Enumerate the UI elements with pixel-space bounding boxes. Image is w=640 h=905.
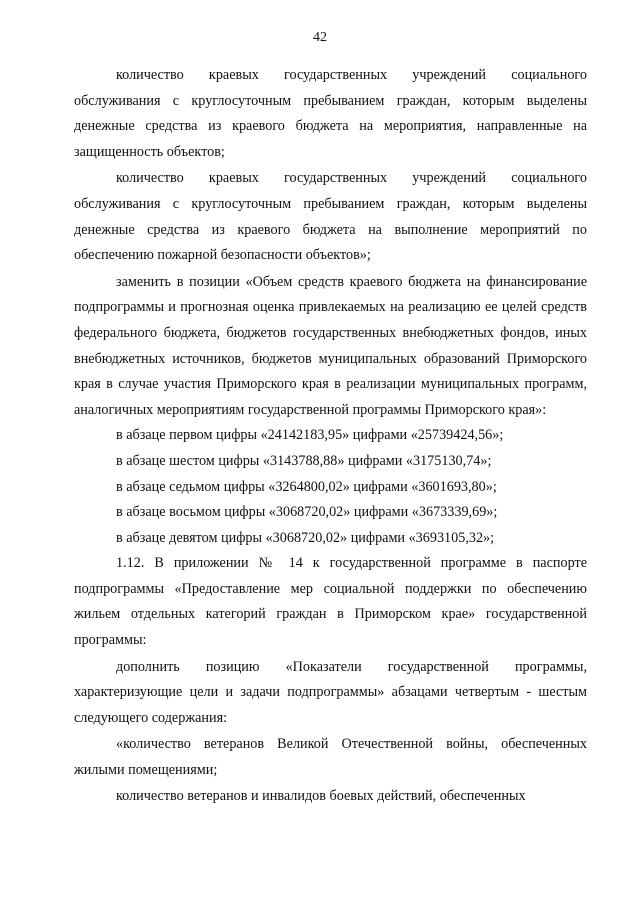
paragraph: количество краевых государственных учреждений социального обслуживания с круглосуточным пребыванием граждан, которым выделены денежные средства из краевого бюджета на выполнение мероприятий по обеспечению пожарной безопасности объектов»; xyxy=(74,170,587,264)
page-number: 42 xyxy=(313,30,327,45)
paragraph: дополнить позицию «Показатели государственной программы, характеризующие цели и задачи подпрограммы» абзацами четвертым - шестым следующего содержания: xyxy=(74,658,587,726)
paragraph: в абзаце девятом цифры «3068720,02» цифрами «3693105,32»; xyxy=(116,529,495,546)
paragraph: заменить в позиции «Объем средств краевого бюджета на финансирование подпрограммы и прогнозная оценка привлекаемых на реализацию ее целей средств федерального бюджета, бюджетов государственных внебюджетных фондов, иных внебюджетных источников, бюджетов муниципальных образований Приморского края в случае участия Приморского края в реализации муниципальных программ, аналогичных мероприятиям государственной программы Приморского края»: xyxy=(74,273,587,418)
paragraph: количество ветеранов и инвалидов боевых действий, обеспеченных xyxy=(116,787,526,804)
paragraph: 1.12. В приложении № 14 к государственной программе в паспорте подпрограммы «Предоставление мер социальной поддержки по обеспечению жильем отдельных категорий граждан в Приморском крае» государственной программы: xyxy=(74,555,587,649)
paragraph: в абзаце шестом цифры «3143788,88» цифрами «3175130,74»; xyxy=(116,452,492,469)
paragraph: «количество ветеранов Великой Отечественной войны, обеспеченных жилыми помещениями; xyxy=(74,736,587,779)
document-body xyxy=(74,63,587,809)
paragraph: в абзаце первом цифры «24142183,95» цифрами «25739424,56»; xyxy=(116,427,504,444)
paragraph: в абзаце восьмом цифры «3068720,02» цифрами «3673339,69»; xyxy=(116,504,498,521)
paragraph: количество краевых государственных учреждений социального обслуживания с круглосуточным пребыванием граждан, которым выделены денежные средства из краевого бюджета на мероприятия, направленные на защищенность объектов; xyxy=(74,67,587,160)
paragraph: в абзаце седьмом цифры «3264800,02» цифрами «3601693,80»; xyxy=(116,478,497,495)
